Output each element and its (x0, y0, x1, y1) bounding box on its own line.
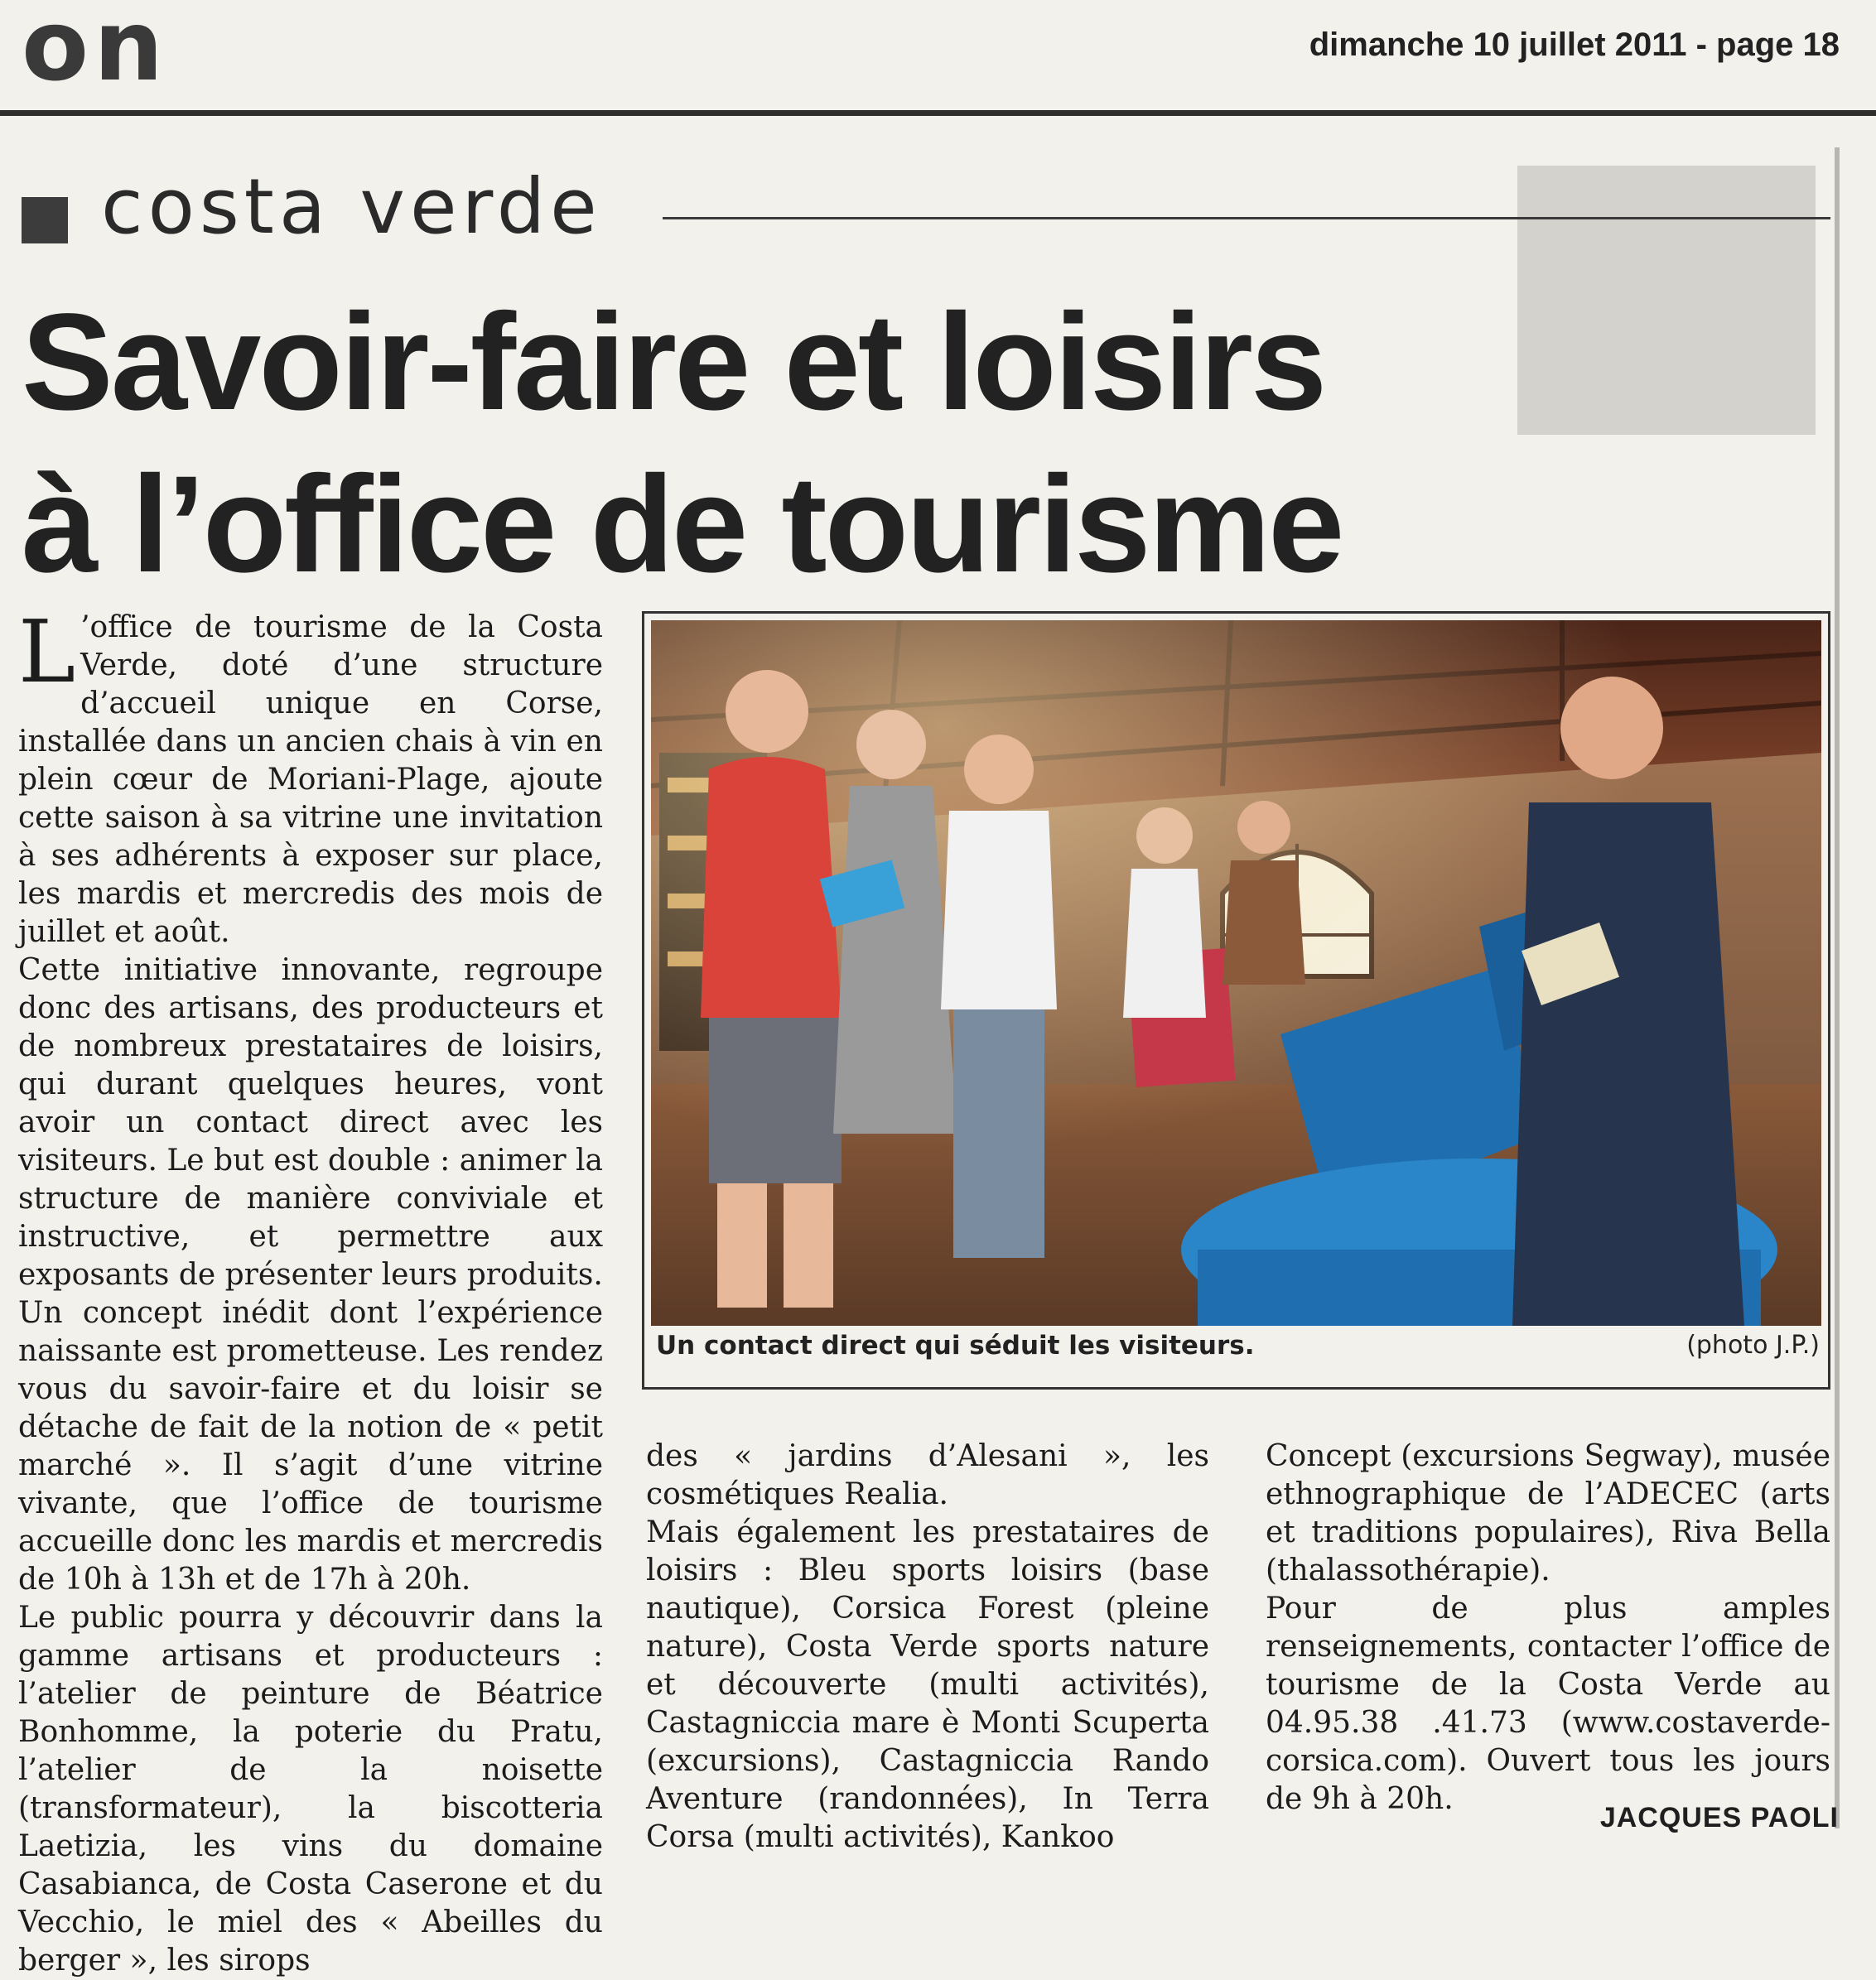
photo-caption: Un contact direct qui séduit les visiteurs. (656, 1331, 1255, 1361)
paragraph: L ’office de tourisme de la Costa Verde, doté d’une structure d’accueil unique en Corse, installée dans un ancien chais à vin en plein cœur de Moriani-Plage, ajoute cette saison à sa vitrine une invitation à ses adhérents à exposer sur place, les mardis et mercredis des mois de juillet et août. (18, 601, 603, 949)
dateline: dimanche 10 juillet 2011 - page 18 (1309, 26, 1840, 63)
paragraph: Pour de plus amples renseignements, contacter l’office de tourisme de la Costa Verde au 04.95.38 .41.73 (www.costaverde-corsica.com). Ouvert tous les jours de 9h à 20h. (1266, 1592, 1830, 1816)
photo-illustration (651, 620, 1821, 1326)
masthead-fragment: on (22, 0, 169, 103)
top-rule (0, 110, 1876, 116)
section-label: costa verde (101, 162, 602, 251)
photo (651, 620, 1821, 1326)
paragraph: Mais également les prestataires de loisirs : Bleu sports loisirs (base nautique), Corsica Forest (pleine nature), Costa Verde sports nature et découverte (multi activités), Castagniccia mare è Monti Scuperta (excursions), Castagniccia Rando Aventure (randonnées), In Terra Corsa (multi activités), Kankoo (646, 1515, 1209, 1854)
drop-cap: L (18, 601, 76, 702)
headline (22, 282, 1512, 606)
paragraph: des « jardins d’Alesani », les cosmétiques Realia. (646, 1439, 1209, 1511)
article-column-1 (18, 601, 603, 1980)
paragraph: Cette initiative innovante, regroupe donc des artisans, des producteurs et de nombreux prestataires de loisirs, qui durant quelques heures, vont avoir un contact direct avec les visiteurs. Le but est double : animer la structure de manière conviviale et instructive, et permettre aux exposants de présenter leurs produits. (18, 953, 603, 1292)
section-rule (663, 217, 1830, 219)
paragraph: Le public pourra y découvrir dans la gamme artisans et producteurs : l’atelier de peinture de Béatrice Bonhomme, la poterie du Pratu, l’atelier de la noisette (transformateur), la biscotteria Laetizia, les vins du domaine Casabianca, de Costa Caserone et du Vecchio, le miel des « Abeilles du berger », les sirops (18, 1601, 603, 1978)
author-signature: JACQUES PAOLI (1599, 1802, 1839, 1833)
headline-line-2: à l’office de tourisme (22, 448, 1343, 601)
headline-line-1: Savoir-faire et loisirs (22, 286, 1325, 439)
article-column-3 (1266, 1438, 1830, 1819)
photo-frame (642, 611, 1830, 1390)
paragraph: Concept (excursions Segway), musée ethnographique de l’ADECEC (arts et traditions populaires), Riva Bella (thalassothérapie). (1266, 1439, 1830, 1587)
paragraph: Un concept inédit dont l’expérience naissante est prometteuse. Les rendez vous du savoir-faire et du loisir se détache de fait de la notion de « petit marché ». Il s’agit d’une vitrine vivante, que l’office de tourisme accueille donc les mardis et mercredis de 10h à 13h et de 17h à 20h. (18, 1296, 603, 1597)
article-column-2 (646, 1438, 1209, 1857)
section-square-icon (22, 197, 68, 243)
photo-credit: (photo J.P.) (1686, 1331, 1820, 1360)
ghost-bleed-box (1517, 166, 1816, 435)
column-rule (1835, 147, 1840, 1828)
